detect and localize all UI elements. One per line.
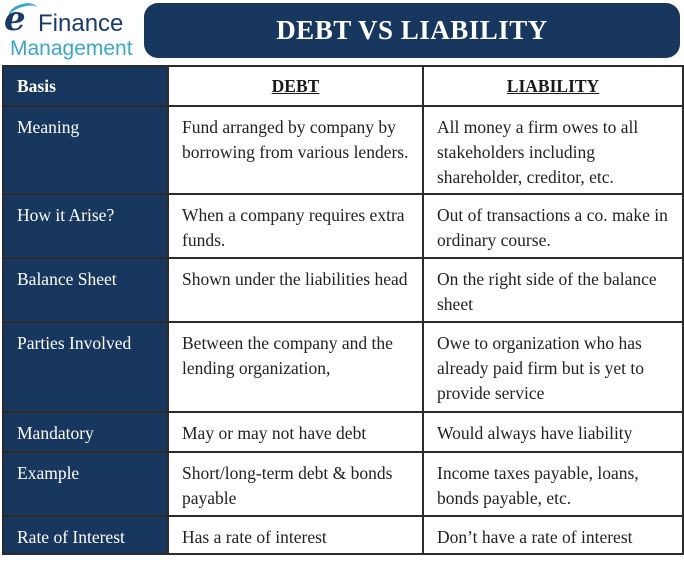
table-row-parties-involved: [3, 322, 683, 412]
debt-cell: Has a rate of interest: [168, 516, 423, 554]
table-row-rate-of-interest: [3, 516, 683, 554]
basis-cell: Meaning: [3, 106, 168, 194]
debt-cell: May or may not have debt: [168, 412, 423, 452]
liability-cell: All money a firm owes to all stakeholders including shareholder, creditor, etc.: [423, 106, 683, 194]
liability-cell: Would always have liability: [423, 412, 683, 452]
liability-cell: Income taxes payable, loans, bonds payable, etc.: [423, 452, 683, 516]
header-liability-label: LIABILITY: [506, 75, 600, 96]
title-banner: [144, 3, 680, 58]
table-row-balance-sheet: [3, 258, 683, 322]
page-title: DEBT VS LIABILITY: [276, 15, 548, 45]
logo-e: e: [4, 0, 26, 39]
basis-cell: Rate of Interest: [3, 516, 168, 554]
header-basis: Basis: [3, 66, 168, 106]
table-row-how-it-arise: [3, 194, 683, 258]
header-debt-label: DEBT: [271, 75, 320, 96]
table-row-meaning: [3, 106, 683, 194]
debt-cell: Shown under the liabilities head: [168, 258, 423, 322]
debt-cell: Short/long-term debt & bonds payable: [168, 452, 423, 516]
efinance-logo: [4, 2, 144, 62]
basis-cell: Balance Sheet: [3, 258, 168, 322]
comparison-table: [2, 65, 684, 555]
liability-cell: Don’t have a rate of interest: [423, 516, 683, 554]
basis-cell: Example: [3, 452, 168, 516]
debt-cell: When a company requires extra funds.: [168, 194, 423, 258]
table-header-row: [3, 66, 683, 106]
liability-cell: Owe to organization who has already paid firm but is yet to provide service: [423, 322, 683, 412]
logo-management-text: Management: [10, 37, 133, 60]
table-row-mandatory: [3, 412, 683, 452]
debt-cell: Fund arranged by company by borrowing from various lenders.: [168, 106, 423, 194]
header-debt: [168, 66, 423, 106]
debt-cell: Between the company and the lending organization,: [168, 322, 423, 412]
basis-cell: Mandatory: [3, 412, 168, 452]
header-liability: [423, 66, 683, 106]
table-row-example: [3, 452, 683, 516]
liability-cell: Out of transactions a co. make in ordinary course.: [423, 194, 683, 258]
logo-finance-text: Finance: [38, 10, 124, 37]
liability-cell: On the right side of the balance sheet: [423, 258, 683, 322]
basis-cell: How it Arise?: [3, 194, 168, 258]
basis-cell: Parties Involved: [3, 322, 168, 412]
